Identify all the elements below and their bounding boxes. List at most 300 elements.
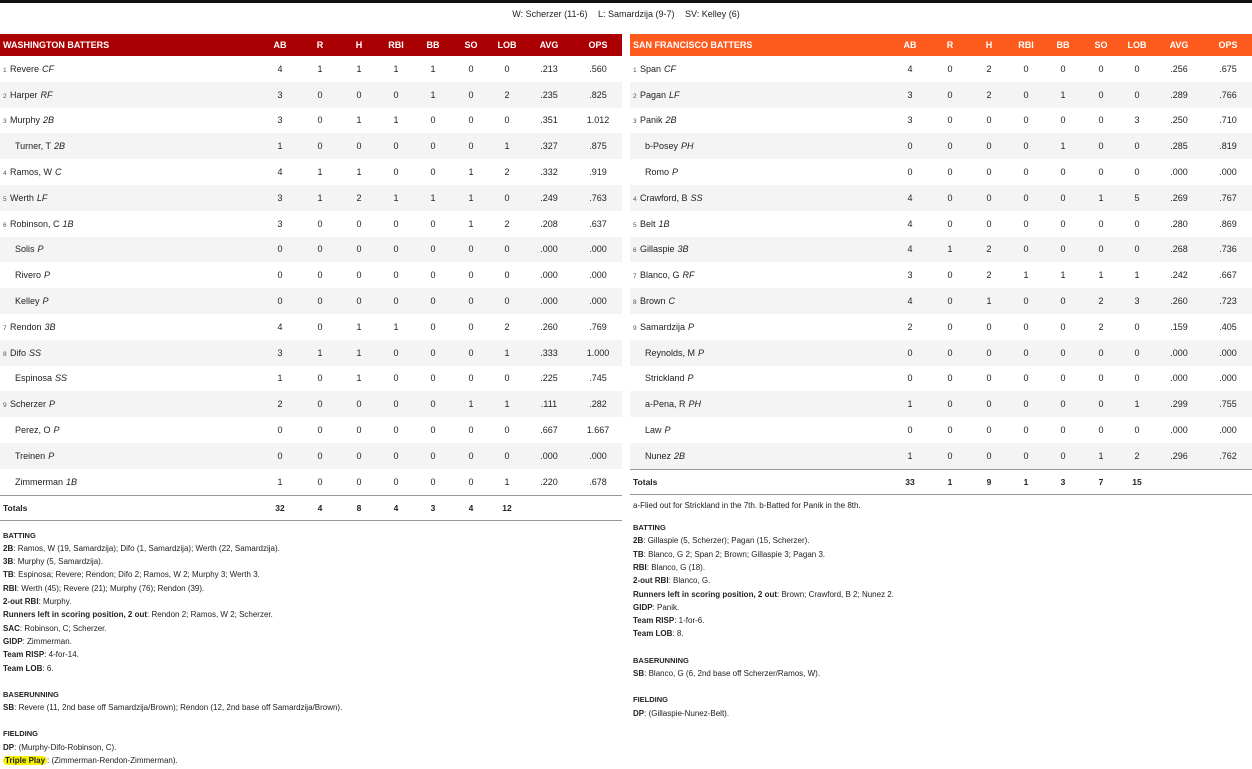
washington-batters-table xyxy=(0,34,622,767)
stat-avg: .000 xyxy=(540,270,558,281)
stat-h: 0 xyxy=(356,270,362,281)
stat-lob: 1 xyxy=(504,399,510,410)
note-label: Team RISP xyxy=(3,650,45,660)
batting-order: 6 xyxy=(633,247,637,255)
note-label: Runners left in scoring position, 2 out xyxy=(3,610,148,620)
table-header xyxy=(0,34,622,56)
player-name-link[interactable]: Rendon xyxy=(10,321,42,332)
batting-order: 7 xyxy=(3,324,7,332)
player-name-link[interactable]: Romo xyxy=(645,167,670,178)
stat-avg: .351 xyxy=(540,115,558,126)
stat-h: 1 xyxy=(356,167,362,178)
stat-so: 0 xyxy=(468,476,474,487)
stat-ab: 0 xyxy=(907,373,913,384)
batting-order: 7 xyxy=(633,273,637,281)
stat-bb: 0 xyxy=(1060,425,1066,436)
player-name-link[interactable]: Nunez xyxy=(645,450,672,461)
stat-ops: .869 xyxy=(1219,218,1237,229)
player-cell xyxy=(630,373,890,383)
stat-ab: 4 xyxy=(277,63,283,74)
stat-so: 0 xyxy=(1098,89,1104,100)
totals-row xyxy=(0,495,622,521)
player-position: P xyxy=(49,399,56,410)
col-header-h: H xyxy=(355,40,363,50)
stat-ops: .767 xyxy=(1219,192,1237,203)
stat-lob: 0 xyxy=(504,244,510,255)
stat-r: 0 xyxy=(947,373,953,384)
stat-rbi: 0 xyxy=(393,476,399,487)
winning-pitcher: W: Scherzer (11-6) xyxy=(512,9,588,19)
stat-ab: 3 xyxy=(907,89,913,100)
player-name-link[interactable]: Zimmerman xyxy=(15,476,64,487)
table-row xyxy=(630,133,1252,159)
player-cell xyxy=(630,244,890,254)
stat-r: 0 xyxy=(317,450,323,461)
totals-lob: 12 xyxy=(502,502,512,513)
stat-ab: 4 xyxy=(277,321,283,332)
stat-r: 0 xyxy=(947,141,953,152)
stat-so: 0 xyxy=(1098,244,1104,255)
table-row xyxy=(0,340,622,366)
player-position: C xyxy=(668,296,676,307)
stat-r: 0 xyxy=(947,296,953,307)
col-header-h: H xyxy=(985,40,993,50)
stat-r: 1 xyxy=(317,167,323,178)
stat-ab: 0 xyxy=(277,425,283,436)
stat-avg: .333 xyxy=(540,347,558,358)
totals-so: 4 xyxy=(468,502,474,513)
batting-note: Runners left in scoring position, 2 out: Rendon 2; Ramos, W 2; Scherzer. xyxy=(3,610,273,620)
baserunning-note: SB: Revere (11, 2nd base off Samardzija/Brown); Rendon (12, 2nd base off Samardzija/Brown). xyxy=(3,703,343,713)
stat-ab: 0 xyxy=(907,347,913,358)
note-text: Revere (11, 2nd base off Samardzija/Brown); Rendon (12, 2nd base off Samardzija/Brown). xyxy=(18,703,343,713)
player-name-link[interactable]: Law xyxy=(645,425,662,436)
player-name-link[interactable]: Brown xyxy=(640,296,666,307)
stat-ops: .000 xyxy=(589,450,607,461)
baserunning-section-heading: BASERUNNING xyxy=(3,689,59,699)
stat-ab: 0 xyxy=(277,244,283,255)
note-text: Ramos, W (19, Samardzija); Difo (1, Samardzija); Werth (22, Samardzija). xyxy=(17,543,280,553)
note-label: Team RISP xyxy=(633,616,675,626)
col-header-lob: LOB xyxy=(1127,40,1147,50)
stat-r: 0 xyxy=(317,296,323,307)
stat-ab: 3 xyxy=(277,115,283,126)
stat-bb: 0 xyxy=(430,321,436,332)
stat-r: 0 xyxy=(317,115,323,126)
player-position: 1B xyxy=(658,218,670,229)
table-row xyxy=(0,262,622,288)
stat-h: 0 xyxy=(986,218,992,229)
stat-rbi: 0 xyxy=(1023,425,1029,436)
stat-ab: 4 xyxy=(277,167,283,178)
fielding-note: Triple Play : (Zimmerman-Rendon-Zimmerman). xyxy=(5,756,178,765)
team-title: SAN FRANCISCO BATTERS xyxy=(633,40,753,50)
player-position: P xyxy=(42,296,49,307)
player-cell xyxy=(630,193,890,203)
totals-row xyxy=(630,469,1252,495)
stat-ab: 3 xyxy=(277,347,283,358)
stat-bb: 0 xyxy=(1060,167,1066,178)
totals-rbi: 1 xyxy=(1023,476,1029,487)
stat-bb: 0 xyxy=(1060,450,1066,461)
player-name-link[interactable]: Scherzer xyxy=(10,399,47,410)
stat-avg: .220 xyxy=(540,476,558,487)
stat-ops: .723 xyxy=(1219,296,1237,307)
player-position: PH xyxy=(681,141,694,152)
totals-lob: 15 xyxy=(1132,476,1142,487)
batting-order: 5 xyxy=(3,195,7,203)
player-cell xyxy=(0,219,260,229)
player-cell xyxy=(0,270,260,280)
note-text: Blanco, G 2; Span 2; Brown; Gillaspie 3; Pagan 3. xyxy=(648,549,826,559)
batting-note: 2B: Ramos, W (19, Samardzija); Difo (1, Samardzija); Werth (22, Samardzija). xyxy=(3,543,280,553)
player-position: P xyxy=(664,425,671,436)
totals-h: 8 xyxy=(356,502,362,513)
player-name-link[interactable]: Robinson, C xyxy=(10,218,60,229)
batting-order: 9 xyxy=(633,324,637,332)
stat-lob: 2 xyxy=(504,89,510,100)
stat-r: 0 xyxy=(317,89,323,100)
batting-note: TB: Blanco, G 2; Span 2; Brown; Gillaspie 3; Pagan 3. xyxy=(633,549,826,559)
stat-ops: .000 xyxy=(589,296,607,307)
player-cell xyxy=(630,425,890,435)
player-cell xyxy=(0,296,260,306)
stat-bb: 0 xyxy=(430,244,436,255)
totals-bb: 3 xyxy=(1060,476,1066,487)
col-header-avg: AVG xyxy=(1169,40,1189,50)
stat-h: 0 xyxy=(356,89,362,100)
stat-lob: 3 xyxy=(1134,296,1140,307)
stat-avg: .256 xyxy=(1170,63,1188,74)
stat-so: 1 xyxy=(1098,450,1104,461)
stat-bb: 0 xyxy=(430,373,436,384)
player-cell xyxy=(0,322,260,332)
stat-rbi: 0 xyxy=(393,167,399,178)
table-row xyxy=(0,133,622,159)
stat-avg: .280 xyxy=(1170,218,1188,229)
player-name-link[interactable]: Crawford, B xyxy=(640,192,688,203)
stat-h: 0 xyxy=(986,425,992,436)
player-cell xyxy=(630,90,890,100)
stat-lob: 0 xyxy=(504,115,510,126)
col-header-r: R xyxy=(316,40,324,50)
stat-rbi: 0 xyxy=(1023,296,1029,307)
player-name-link[interactable]: Reynolds, M xyxy=(645,347,696,358)
player-position: 3B xyxy=(677,244,689,255)
top-border xyxy=(0,0,1252,3)
player-cell xyxy=(0,244,260,254)
stat-r: 0 xyxy=(947,347,953,358)
player-name-link[interactable]: Belt xyxy=(640,218,656,229)
batting-order: 2 xyxy=(3,92,7,100)
stat-rbi: 1 xyxy=(393,115,399,126)
stat-avg: .213 xyxy=(540,63,558,74)
stat-bb: 0 xyxy=(1060,115,1066,126)
player-name-link[interactable]: Samardzija xyxy=(640,321,686,332)
batting-note: 2B: Gillaspie (5, Scherzer); Pagan (15, Scherzer). xyxy=(633,536,810,546)
stat-rbi: 1 xyxy=(1023,270,1029,281)
stat-lob: 1 xyxy=(504,347,510,358)
stat-r: 0 xyxy=(317,270,323,281)
table-row xyxy=(630,211,1252,237)
table-row xyxy=(0,417,622,443)
table-row xyxy=(0,366,622,392)
player-name-link[interactable]: Difo xyxy=(10,347,27,358)
stat-avg: .332 xyxy=(540,167,558,178)
batting-note: Team LOB: 6. xyxy=(3,663,54,673)
table-row xyxy=(630,391,1252,417)
stat-ops: .710 xyxy=(1219,115,1237,126)
stat-avg: .000 xyxy=(540,296,558,307)
stat-so: 1 xyxy=(468,399,474,410)
stat-lob: 1 xyxy=(504,141,510,152)
stat-lob: 0 xyxy=(1134,218,1140,229)
stat-rbi: 0 xyxy=(1023,321,1029,332)
totals-rbi: 4 xyxy=(393,502,399,513)
table-row xyxy=(0,185,622,211)
stat-ops: .000 xyxy=(1219,167,1237,178)
batting-note: RBI: Werth (45); Revere (21); Murphy (76); Rendon (39). xyxy=(3,583,205,593)
stat-ops: .667 xyxy=(1219,270,1237,281)
table-row xyxy=(630,288,1252,314)
table-row xyxy=(630,417,1252,443)
batting-section-heading: BATTING xyxy=(3,530,36,540)
player-cell xyxy=(630,270,890,280)
player-name-link[interactable]: Blanco, G xyxy=(640,270,680,281)
table-row xyxy=(630,56,1252,82)
stat-so: 0 xyxy=(468,425,474,436)
stat-bb: 0 xyxy=(430,270,436,281)
stat-lob: 2 xyxy=(504,321,510,332)
stat-ab: 4 xyxy=(907,296,913,307)
stat-bb: 0 xyxy=(1060,347,1066,358)
player-name-link[interactable]: Gillaspie xyxy=(640,244,675,255)
stat-so: 0 xyxy=(468,63,474,74)
stat-so: 0 xyxy=(1098,347,1104,358)
batting-note: Team RISP: 4-for-14. xyxy=(3,650,79,660)
player-cell xyxy=(0,64,260,74)
player-name-link[interactable]: Revere xyxy=(10,63,40,74)
stat-r: 1 xyxy=(317,192,323,203)
player-name-link[interactable]: Pagan xyxy=(640,89,667,100)
stat-ab: 3 xyxy=(907,115,913,126)
stat-r: 0 xyxy=(317,425,323,436)
stat-h: 0 xyxy=(986,321,992,332)
game-notes xyxy=(0,529,622,768)
note-text: Blanco, G (18). xyxy=(651,562,706,572)
stat-r: 0 xyxy=(317,476,323,487)
note-label: RBI xyxy=(633,562,647,572)
stat-lob: 0 xyxy=(1134,63,1140,74)
stat-avg: .268 xyxy=(1170,244,1188,255)
note-label: 2-out RBI xyxy=(633,576,669,586)
table-row xyxy=(0,314,622,340)
stat-bb: 0 xyxy=(430,218,436,229)
batting-order: 3 xyxy=(633,118,637,126)
col-header-so: SO xyxy=(464,40,478,50)
stat-ab: 0 xyxy=(907,167,913,178)
stat-avg: .225 xyxy=(540,373,558,384)
note-label: GIDP xyxy=(633,602,653,612)
game-notes xyxy=(630,499,1252,720)
stat-rbi: 0 xyxy=(1023,399,1029,410)
stat-r: 0 xyxy=(317,321,323,332)
table-row xyxy=(0,56,622,82)
stat-ab: 0 xyxy=(277,270,283,281)
stat-rbi: 0 xyxy=(1023,141,1029,152)
col-header-ab: AB xyxy=(273,40,287,50)
note-text: (Gillaspie-Nunez-Belt). xyxy=(648,708,730,718)
stat-lob: 0 xyxy=(1134,89,1140,100)
player-position: SS xyxy=(55,373,68,384)
stat-lob: 0 xyxy=(1134,347,1140,358)
fielding-note: DP: (Gillaspie-Nunez-Belt). xyxy=(633,708,730,718)
player-name-link[interactable]: Ramos, W xyxy=(10,167,53,178)
pitching-decisions xyxy=(0,9,1252,19)
stat-h: 2 xyxy=(986,270,992,281)
stat-h: 0 xyxy=(356,450,362,461)
player-name-link[interactable]: Perez, O xyxy=(15,425,51,436)
col-header-rbi: RBI xyxy=(388,40,404,50)
stat-ab: 1 xyxy=(907,450,913,461)
stat-bb: 0 xyxy=(430,399,436,410)
stat-rbi: 0 xyxy=(1023,115,1029,126)
stat-lob: 0 xyxy=(1134,167,1140,178)
player-name-link[interactable]: Rivero xyxy=(15,270,42,281)
stat-r: 0 xyxy=(947,89,953,100)
player-name-link[interactable]: a-Pena, R xyxy=(645,399,686,410)
batting-order: 9 xyxy=(3,402,7,410)
player-name-link[interactable]: Harper xyxy=(10,89,38,100)
player-name-link[interactable]: Strickland xyxy=(645,373,685,384)
stat-rbi: 0 xyxy=(393,450,399,461)
stat-bb: 0 xyxy=(430,476,436,487)
note-text: Gillaspie (5, Scherzer); Pagan (15, Scherzer). xyxy=(647,536,810,546)
table-row xyxy=(630,108,1252,134)
stat-ab: 1 xyxy=(277,141,283,152)
stat-avg: .289 xyxy=(1170,89,1188,100)
note-label: 2B xyxy=(633,536,644,546)
stat-ops: .405 xyxy=(1219,321,1237,332)
stat-rbi: 0 xyxy=(1023,244,1029,255)
col-header-lob: LOB xyxy=(497,40,517,50)
table-row xyxy=(0,237,622,263)
stat-ops: .637 xyxy=(589,218,607,229)
table-row xyxy=(630,443,1252,469)
stat-so: 0 xyxy=(1098,373,1104,384)
stat-avg: .327 xyxy=(540,141,558,152)
stat-bb: 0 xyxy=(1060,399,1066,410)
stat-ops: .736 xyxy=(1219,244,1237,255)
stat-bb: 0 xyxy=(430,425,436,436)
player-position: RF xyxy=(40,89,53,100)
player-name-link[interactable]: Panik xyxy=(640,115,663,126)
stat-so: 0 xyxy=(1098,141,1104,152)
player-name-link[interactable]: Murphy xyxy=(10,115,41,126)
table-row xyxy=(630,237,1252,263)
stat-ops: .000 xyxy=(1219,425,1237,436)
player-position: C xyxy=(55,167,62,178)
save-pitcher: SV: Kelley (6) xyxy=(685,9,740,19)
player-cell xyxy=(630,167,890,177)
stat-bb: 1 xyxy=(1060,141,1066,152)
player-name-link[interactable]: Solis xyxy=(15,244,35,255)
player-name-link[interactable]: b-Posey xyxy=(645,141,679,152)
stat-so: 0 xyxy=(1098,218,1104,229)
col-header-ops: OPS xyxy=(588,40,608,50)
stat-so: 2 xyxy=(1098,321,1104,332)
player-name-link[interactable]: Treinen xyxy=(15,450,46,461)
player-name-link[interactable]: Turner, T xyxy=(15,141,52,152)
stat-ops: .678 xyxy=(589,476,607,487)
stat-avg: .285 xyxy=(1170,141,1188,152)
batting-note: 2-out RBI: Murphy. xyxy=(3,597,72,607)
stat-rbi: 0 xyxy=(393,347,399,358)
stat-h: 0 xyxy=(986,399,992,410)
table-row xyxy=(0,443,622,469)
batting-note: GIDP: Panik. xyxy=(633,602,680,612)
stat-ab: 4 xyxy=(907,218,913,229)
substitution-footnote: a-Flied out for Strickland in the 7th. b-Batted for Panik in the 8th. xyxy=(633,500,861,510)
note-text: Zimmerman. xyxy=(27,636,72,646)
stat-bb: 0 xyxy=(1060,373,1066,384)
stat-ops: .919 xyxy=(589,167,607,178)
col-header-ops: OPS xyxy=(1218,40,1238,50)
stat-r: 0 xyxy=(317,373,323,384)
stat-ops: 1.000 xyxy=(586,347,610,358)
stat-bb: 0 xyxy=(430,115,436,126)
batter-rows xyxy=(0,56,622,495)
stat-rbi: 1 xyxy=(393,192,399,203)
player-cell xyxy=(630,64,890,74)
player-position: 2B xyxy=(665,115,677,126)
stat-lob: 0 xyxy=(1134,425,1140,436)
player-cell xyxy=(630,219,890,229)
note-text: Robinson, C; Scherzer. xyxy=(24,623,107,633)
baserunning-section-heading: BASERUNNING xyxy=(633,655,689,665)
stat-ab: 4 xyxy=(907,63,913,74)
batting-order: 3 xyxy=(3,118,7,126)
player-name-link[interactable]: Span xyxy=(640,63,662,74)
player-name-link[interactable]: Espinosa xyxy=(15,373,53,384)
stat-rbi: 0 xyxy=(1023,373,1029,384)
player-cell xyxy=(630,296,890,306)
stat-rbi: 0 xyxy=(393,89,399,100)
player-position: PH xyxy=(688,399,702,410)
stat-h: 0 xyxy=(986,373,992,384)
table-row xyxy=(630,82,1252,108)
batting-order: 6 xyxy=(3,221,7,229)
stat-lob: 2 xyxy=(504,167,510,178)
table-row xyxy=(630,262,1252,288)
stat-so: 0 xyxy=(1098,425,1104,436)
stat-ab: 3 xyxy=(277,192,283,203)
stat-so: 0 xyxy=(468,244,474,255)
player-name-link[interactable]: Kelley xyxy=(15,296,40,307)
stat-h: 1 xyxy=(356,63,362,74)
player-cell xyxy=(0,399,260,409)
stat-ab: 3 xyxy=(277,89,283,100)
batting-order: 4 xyxy=(3,170,7,178)
stat-avg: .000 xyxy=(1170,347,1188,358)
player-cell xyxy=(0,115,260,125)
stat-lob: 2 xyxy=(1134,450,1140,461)
stat-r: 0 xyxy=(947,425,953,436)
stat-bb: 0 xyxy=(430,167,436,178)
player-name-link[interactable]: Werth xyxy=(10,192,34,203)
note-label: TB xyxy=(633,549,644,559)
stat-r: 1 xyxy=(947,244,953,255)
